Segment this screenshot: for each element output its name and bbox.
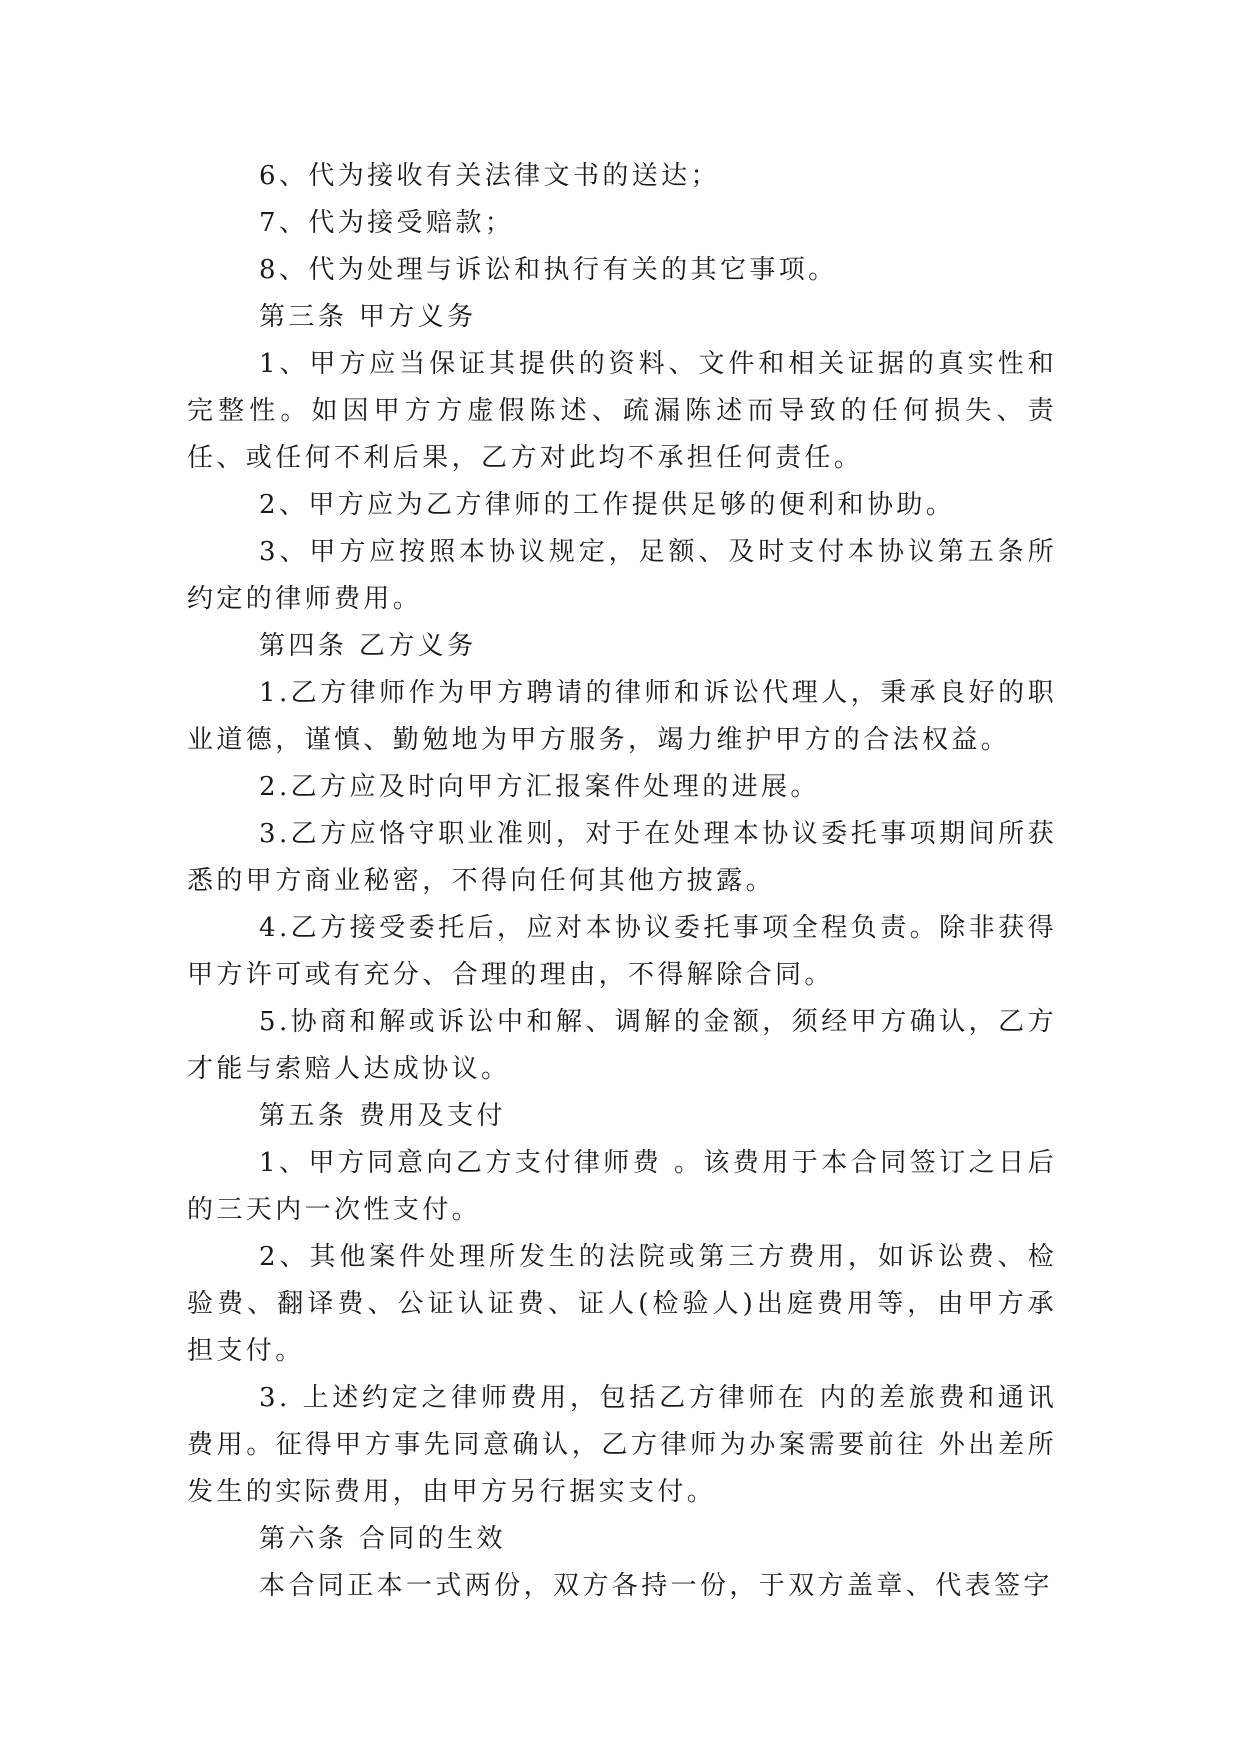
paragraph-article-4-clause-3: 3.乙方应恪守职业准则，对于在处理本协议委托事项期间所获悉的甲方商业秘密，不得向任何其他方披露。 [187, 819, 1057, 896]
paragraph-article-3-clause-1: 1、甲方应当保证其提供的资料、文件和相关证据的真实性和完整性。如因甲方方虚假陈述、疏漏陈述而导致的任何损失、责任、或任何不利后果，乙方对此均不承担任何责任。 [187, 349, 1057, 473]
paragraph-article-4-clause-1: 1.乙方律师作为甲方聘请的律师和诉讼代理人，秉承良好的职业道德，谨慎、勤勉地为甲方服务，竭力维护甲方的合法权益。 [187, 678, 1057, 755]
section-heading-article-4: 第四条 乙方义务 [259, 631, 477, 661]
paragraph-article-3-clause-3: 3、甲方应按照本协议规定，足额、及时支付本协议第五条所约定的律师费用。 [187, 537, 1057, 614]
paragraph-article-3-clause-2: 2、甲方应为乙方律师的工作提供足够的便利和协助。 [259, 490, 956, 520]
paragraph-item-7: 7、代为接受赔款； [259, 208, 515, 238]
paragraph-article-5-clause-1: 1、甲方同意向乙方支付律师费 。该费用于本合同签订之日后的三天内一次性支付。 [187, 1148, 1057, 1225]
paragraph-article-4-clause-2: 2.乙方应及时向甲方汇报案件处理的进展。 [259, 772, 820, 802]
section-heading-article-3: 第三条 甲方义务 [259, 302, 477, 332]
section-heading-article-6: 第六条 合同的生效 [259, 1524, 506, 1554]
paragraph-item-6: 6、代为接收有关法律文书的送达； [259, 161, 720, 191]
paragraph-article-5-clause-3: 3. 上述约定之律师费用，包括乙方律师在 内的差旅费和通讯费用。征得甲方事先同意确认，乙方律师为办案需要前往 外出差所发生的实际费用，由甲方另行据实支付。 [187, 1383, 1057, 1507]
paragraph-item-8: 8、代为处理与诉讼和执行有关的其它事项。 [259, 255, 838, 285]
paragraph-article-5-clause-2: 2、其他案件处理所发生的法院或第三方费用，如诉讼费、检验费、翻译费、公证认证费、证人(检验人)出庭费用等，由甲方承担支付。 [187, 1242, 1057, 1366]
paragraph-article-6-body: 本合同正本一式两份，双方各持一份，于双方盖章、代表签字 [259, 1571, 1053, 1601]
document-body [187, 153, 1057, 1610]
paragraph-article-4-clause-4: 4.乙方接受委托后，应对本协议委托事项全程负责。除非获得甲方许可或有充分、合理的理由，不得解除合同。 [187, 913, 1057, 990]
section-heading-article-5: 第五条 费用及支付 [259, 1101, 506, 1131]
paragraph-article-4-clause-5: 5.协商和解或诉讼中和解、调解的金额，须经甲方确认，乙方才能与索赔人达成协议。 [187, 1007, 1057, 1084]
